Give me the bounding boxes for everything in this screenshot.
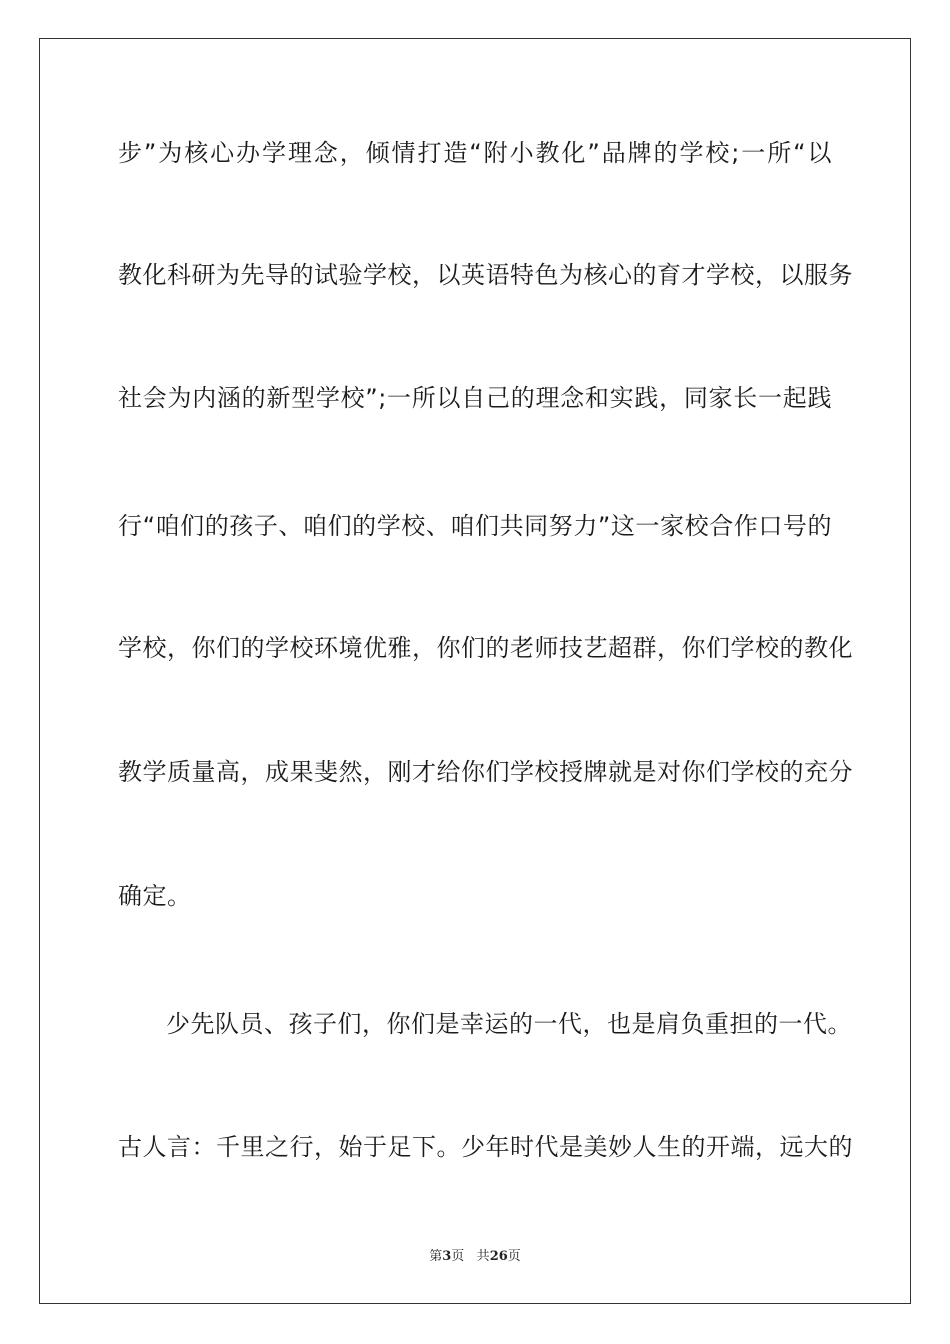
footer-page-prefix: 第 <box>429 1249 443 1264</box>
footer-page-suffix: 页 <box>451 1249 465 1264</box>
body-text-line-2: 教化科研为先导的试验学校，以英语特色为核心的育才学校，以服务 <box>118 261 853 289</box>
footer-total-number: 26 <box>489 1249 508 1264</box>
body-text-line-3: 社会为内涵的新型学校”;一所以自己的理念和实践，同家长一起践 <box>118 384 832 412</box>
body-text-line-1: 步”为核心办学理念，倾情打造“附小教化”品牌的学校;一所“以 <box>118 139 832 167</box>
body-text-line-4: 行“咱们的孩子、咱们的学校、咱们共同努力”这一家校合作口号的 <box>118 512 832 540</box>
body-text-line-6: 教学质量高，成果斐然，刚才给你们学校授牌就是对你们学校的充分 <box>118 758 853 786</box>
page-footer <box>0 1245 950 1264</box>
page-frame <box>39 38 911 1304</box>
footer-total-suffix: 页 <box>507 1249 521 1264</box>
body-text-line-8: 少先队员、孩子们，你们是幸运的一代，也是肩负重担的一代。 <box>166 1010 852 1038</box>
footer-page-number: 3 <box>442 1249 452 1264</box>
body-text-line-9: 古人言：千里之行，始于足下。少年时代是美妙人生的开端，远大的 <box>118 1133 853 1161</box>
body-text-line-5: 学校，你们的学校环境优雅，你们的老师技艺超群，你们学校的教化 <box>118 634 853 662</box>
footer-total-prefix: 共 <box>476 1249 490 1264</box>
body-text-line-7: 确定。 <box>118 882 192 910</box>
